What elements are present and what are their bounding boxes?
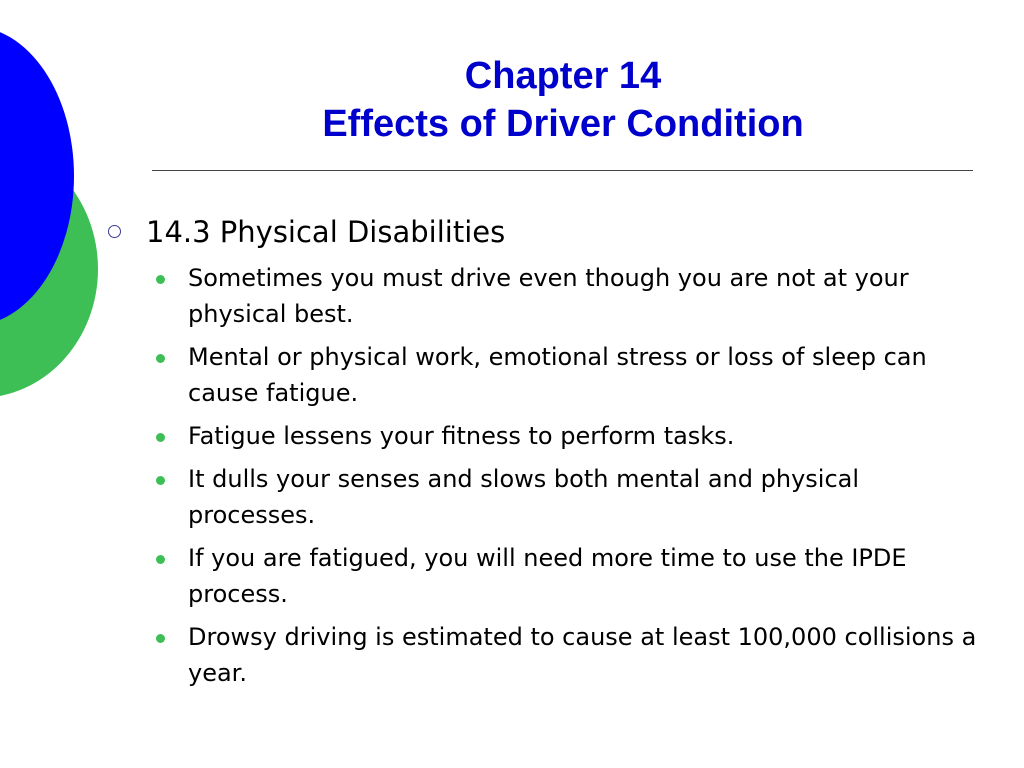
bullet-item xyxy=(108,461,988,533)
bullet-text: Drowsy driving is estimated to cause at least 100,000 collisions a year. xyxy=(188,623,977,687)
title-line-2: Effects of Driver Condition xyxy=(322,103,804,145)
bullet-text: Mental or physical work, emotional stress or loss of sleep can cause fatigue. xyxy=(188,343,927,407)
bullet-list xyxy=(108,260,988,691)
bullet-item xyxy=(108,619,988,691)
green-dot-bullet-icon xyxy=(156,555,165,564)
hollow-circle-bullet-icon xyxy=(108,225,121,238)
green-dot-bullet-icon xyxy=(156,433,165,442)
title-divider xyxy=(152,170,973,171)
green-dot-bullet-icon xyxy=(156,634,165,643)
bullet-item xyxy=(108,339,988,411)
green-dot-bullet-icon xyxy=(156,354,165,363)
slide-title xyxy=(150,52,976,148)
bullet-text: It dulls your senses and slows both mental and physical processes. xyxy=(188,465,860,529)
bullet-item xyxy=(108,418,988,454)
green-dot-bullet-icon xyxy=(156,275,165,284)
bullet-text: If you are fatigued, you will need more time to use the IPDE process. xyxy=(188,544,907,608)
bullet-item xyxy=(108,540,988,612)
title-line-1: Chapter 14 xyxy=(464,55,662,97)
section-heading xyxy=(108,212,988,252)
green-dot-bullet-icon xyxy=(156,476,165,485)
slide-body xyxy=(108,212,988,698)
section-heading-text: 14.3 Physical Disabilities xyxy=(146,215,506,249)
bullet-item xyxy=(108,260,988,332)
bullet-text: Fatigue lessens your fitness to perform tasks. xyxy=(188,422,735,450)
bullet-text: Sometimes you must drive even though you are not at your physical best. xyxy=(188,264,909,328)
